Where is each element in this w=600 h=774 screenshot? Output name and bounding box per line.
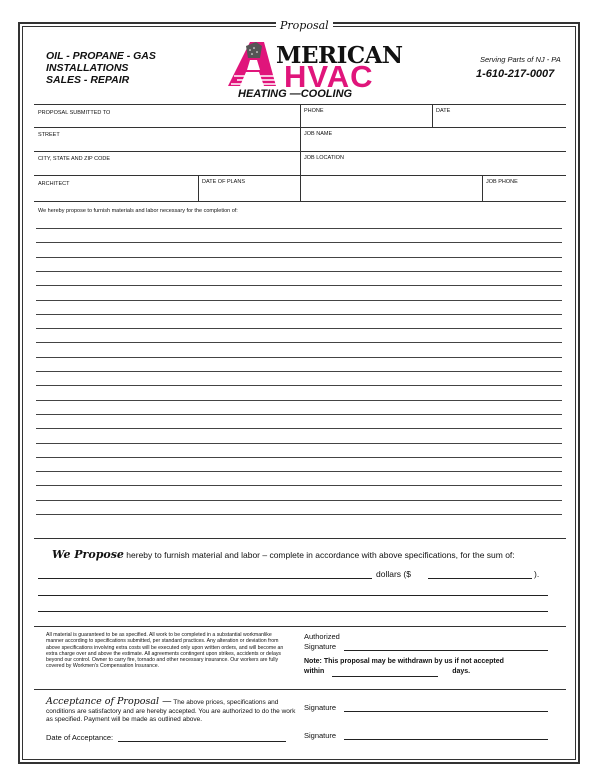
- terms-text: All material is guaranteed to be as specified. All work to be completed in a substantial workmanlike manner according to specifications submitted, per standard practices. Any alteration or deviation from above specifications involving extra costs will be executed only upon written orders, and will become an extra charge over and above the estimate. All agreements contingent upon strikes, accidents or delays beyond our control. Owner to carry fire, tornado and other necessary insurance. Our workers are fully covered by Workmen's Compensation Insurance.: [46, 632, 284, 670]
- signature-label: Signature: [304, 703, 337, 712]
- field-phone[interactable]: PHONE: [304, 108, 324, 114]
- section-divider: [34, 689, 566, 690]
- date-of-acceptance-label: Date of Acceptance:: [46, 733, 114, 742]
- date-of-acceptance-line[interactable]: [118, 741, 286, 742]
- withdraw-days-line[interactable]: [332, 676, 438, 677]
- writing-line[interactable]: [36, 271, 562, 272]
- sum-words-line[interactable]: [38, 578, 372, 579]
- note-block: [304, 657, 504, 677]
- field-city-state-zip[interactable]: CITY, STATE AND ZIP CODE: [38, 156, 111, 162]
- signature-label: Signature: [304, 642, 337, 651]
- writing-line[interactable]: [36, 228, 562, 229]
- field-architect[interactable]: ARCHITECT: [38, 181, 70, 187]
- acceptance-body: The above prices, specifications and conditions are satisfactory and are hereby accepted. You are authorized to do the work as specified. Payment will be made as outlined above.: [46, 699, 296, 723]
- propose-lead: We Propose: [52, 548, 124, 561]
- acceptance-lead: Acceptance of Proposal —: [46, 696, 172, 707]
- field-job-phone[interactable]: JOB PHONE: [486, 179, 518, 185]
- writing-line[interactable]: [36, 242, 562, 243]
- authorized-label: Authorized: [304, 632, 340, 641]
- writing-line[interactable]: [36, 285, 562, 286]
- service-line: INSTALLATIONS: [46, 62, 129, 74]
- body-intro: We hereby propose to furnish materials and labor necessary for the completion of:: [38, 208, 238, 214]
- customer-signature-line[interactable]: [344, 739, 548, 740]
- writing-line[interactable]: [36, 342, 562, 343]
- note-within: within: [304, 668, 325, 675]
- customer-signature-line[interactable]: [344, 711, 548, 712]
- propose-statement: [52, 548, 515, 561]
- authorized-signature-line[interactable]: [344, 650, 548, 651]
- writing-line[interactable]: [36, 257, 562, 258]
- writing-line[interactable]: [36, 428, 562, 429]
- writing-line[interactable]: [36, 485, 562, 486]
- field-job-location[interactable]: JOB LOCATION: [304, 155, 344, 161]
- writing-line[interactable]: [36, 300, 562, 301]
- propose-text: hereby to furnish material and labor – complete in accordance with above specifications, for the sum of:: [123, 550, 515, 560]
- field-street[interactable]: STREET: [38, 132, 60, 138]
- writing-line[interactable]: [36, 414, 562, 415]
- logo-text-top: MERICAN: [276, 42, 403, 69]
- writing-line[interactable]: [36, 500, 562, 501]
- writing-line[interactable]: [36, 371, 562, 372]
- form-title: Proposal: [276, 19, 333, 32]
- field-job-name[interactable]: JOB NAME: [304, 131, 333, 137]
- extra-line[interactable]: [38, 611, 548, 612]
- serving-area: Serving Parts of NJ - PA: [480, 55, 561, 64]
- dollars-close: ).: [534, 569, 540, 579]
- authorized-signature-block: [304, 632, 340, 652]
- logo-text-bottom: HVAC: [284, 59, 374, 94]
- service-line: SALES - REPAIR: [46, 74, 130, 86]
- writing-line[interactable]: [36, 385, 562, 386]
- writing-line[interactable]: [36, 457, 562, 458]
- field-date[interactable]: DATE: [436, 108, 451, 114]
- field-date-of-plans[interactable]: DATE OF PLANS: [202, 179, 245, 185]
- extra-line[interactable]: [38, 595, 548, 596]
- writing-line[interactable]: [36, 471, 562, 472]
- grid-line: [482, 175, 483, 201]
- acceptance-text: [46, 698, 300, 725]
- company-phone: 1-610-217-0007: [476, 68, 555, 80]
- grid-line: [432, 104, 433, 127]
- note-days: days.: [452, 668, 471, 675]
- service-line: OIL - PROPANE - GAS: [46, 50, 156, 62]
- writing-line[interactable]: [36, 400, 562, 401]
- tagline: HEATING —COOLING: [238, 88, 353, 100]
- section-divider: [34, 538, 566, 539]
- writing-line[interactable]: [36, 314, 562, 315]
- services-list: [46, 50, 156, 86]
- dollars-label: dollars ($: [376, 569, 411, 579]
- writing-line[interactable]: [36, 328, 562, 329]
- field-proposal-submitted-to[interactable]: PROPOSAL SUBMITTED TO: [38, 110, 111, 116]
- writing-line[interactable]: [36, 443, 562, 444]
- section-divider: [34, 626, 566, 627]
- sum-amount-line[interactable]: [428, 578, 532, 579]
- grid-line: [34, 201, 566, 202]
- writing-line[interactable]: [36, 514, 562, 515]
- writing-line[interactable]: [36, 357, 562, 358]
- grid-line: [300, 104, 301, 201]
- signature-label: Signature: [304, 731, 337, 740]
- grid-line: [198, 175, 199, 201]
- note-line: Note: This proposal may be withdrawn by us if not accepted: [304, 658, 504, 665]
